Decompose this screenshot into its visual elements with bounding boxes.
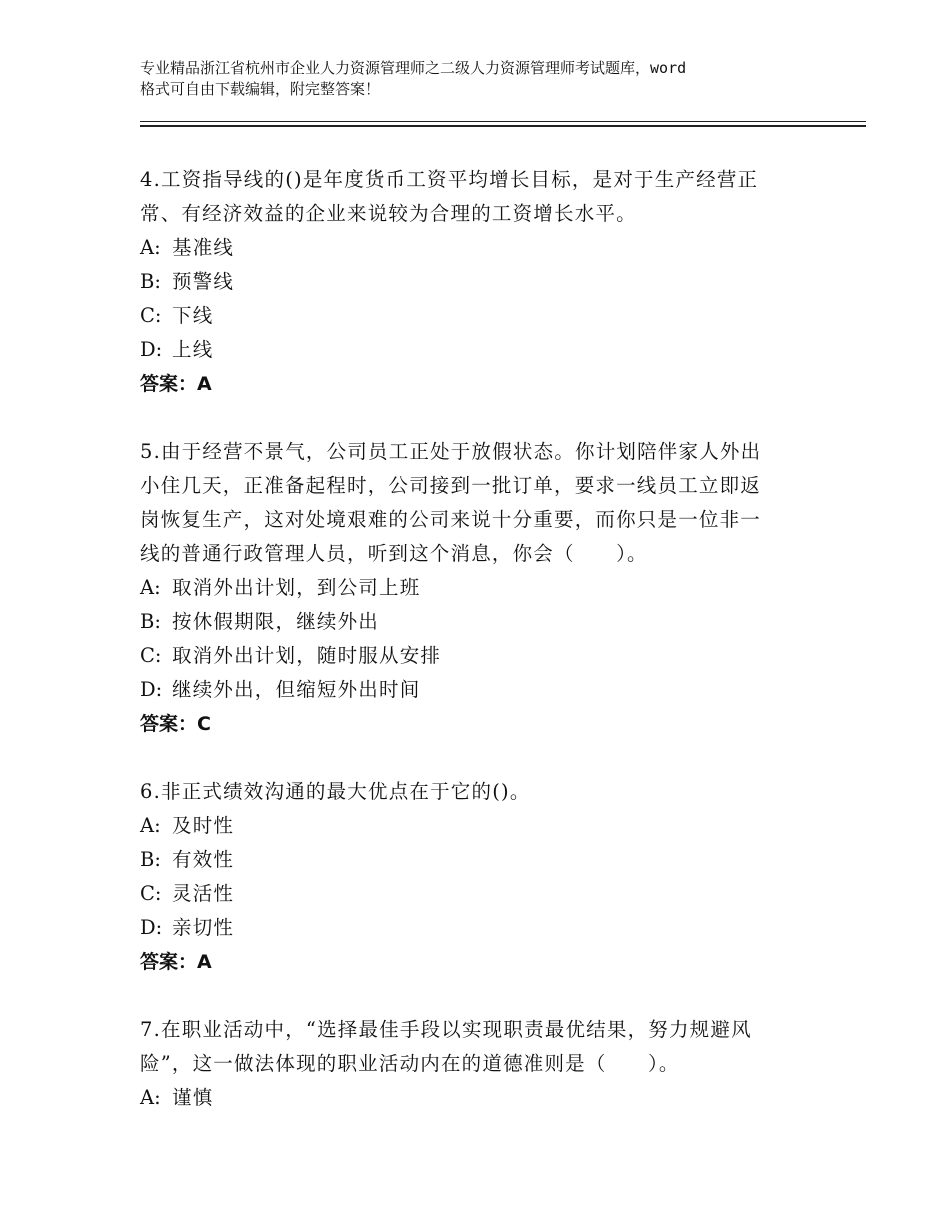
- option-a: A: 取消外出计划，到公司上班: [140, 576, 421, 599]
- option-b: B: 预警线: [140, 270, 235, 293]
- question-text: [140, 435, 820, 571]
- question-7: [140, 1013, 820, 1115]
- question-line: 6.非正式绩效沟通的最大优点在于它的()。: [140, 780, 531, 803]
- header-line-1: 专业精品浙江省杭州市企业人力资源管理师之二级人力资源管理师考试题库，word: [140, 59, 687, 77]
- question-5: [140, 435, 820, 741]
- option-b: B: 有效性: [140, 848, 235, 871]
- answer: 答案：A: [140, 951, 212, 973]
- question-text: [140, 775, 820, 809]
- option-c: C: 取消外出计划，随时服从安排: [140, 644, 442, 667]
- question-4: [140, 163, 820, 401]
- header-rule-bottom: [140, 125, 866, 127]
- question-line: 5.由于经营不景气，公司员工正处于放假状态。你计划陪伴家人外出: [140, 440, 762, 463]
- question-line: 岗恢复生产，这对处境艰难的公司来说十分重要，而你只是一位非一: [140, 508, 762, 531]
- option-b: B: 按休假期限，继续外出: [140, 610, 380, 633]
- option-c: C: 下线: [140, 304, 214, 327]
- header-rule-top: [140, 121, 866, 122]
- question-text: [140, 163, 820, 231]
- option-a: A: 及时性: [140, 814, 235, 837]
- question-line: 险”，这一做法体现的职业活动内在的道德准则是（ ）。: [140, 1052, 680, 1075]
- question-6: [140, 775, 820, 979]
- question-line: 4.工资指导线的()是年度货币工资平均增长目标，是对于生产经营正: [140, 168, 759, 191]
- question-text: [140, 1013, 820, 1081]
- option-d: D: 上线: [140, 338, 214, 361]
- question-line: 7.在职业活动中，“选择最佳手段以实现职责最优结果，努力规避风: [140, 1018, 752, 1041]
- option-d: D: 亲切性: [140, 916, 235, 939]
- option-d: D: 继续外出，但缩短外出时间: [140, 678, 421, 701]
- option-a: A: 谨慎: [140, 1086, 214, 1109]
- answer: 答案：C: [140, 713, 211, 735]
- question-line: 小住几天，正准备起程时，公司接到一批订单，要求一线员工立即返: [140, 474, 762, 497]
- document-header: [140, 58, 840, 100]
- option-c: C: 灵活性: [140, 882, 235, 905]
- question-line: 常、有经济效益的企业来说较为合理的工资增长水平。: [140, 202, 637, 225]
- question-line: 线的普通行政管理人员，听到这个消息，你会（ ）。: [140, 542, 648, 565]
- option-a: A: 基准线: [140, 236, 235, 259]
- answer: 答案：A: [140, 373, 212, 395]
- question-list: [140, 163, 820, 1149]
- header-line-2: 格式可自由下载编辑，附完整答案！: [140, 80, 381, 98]
